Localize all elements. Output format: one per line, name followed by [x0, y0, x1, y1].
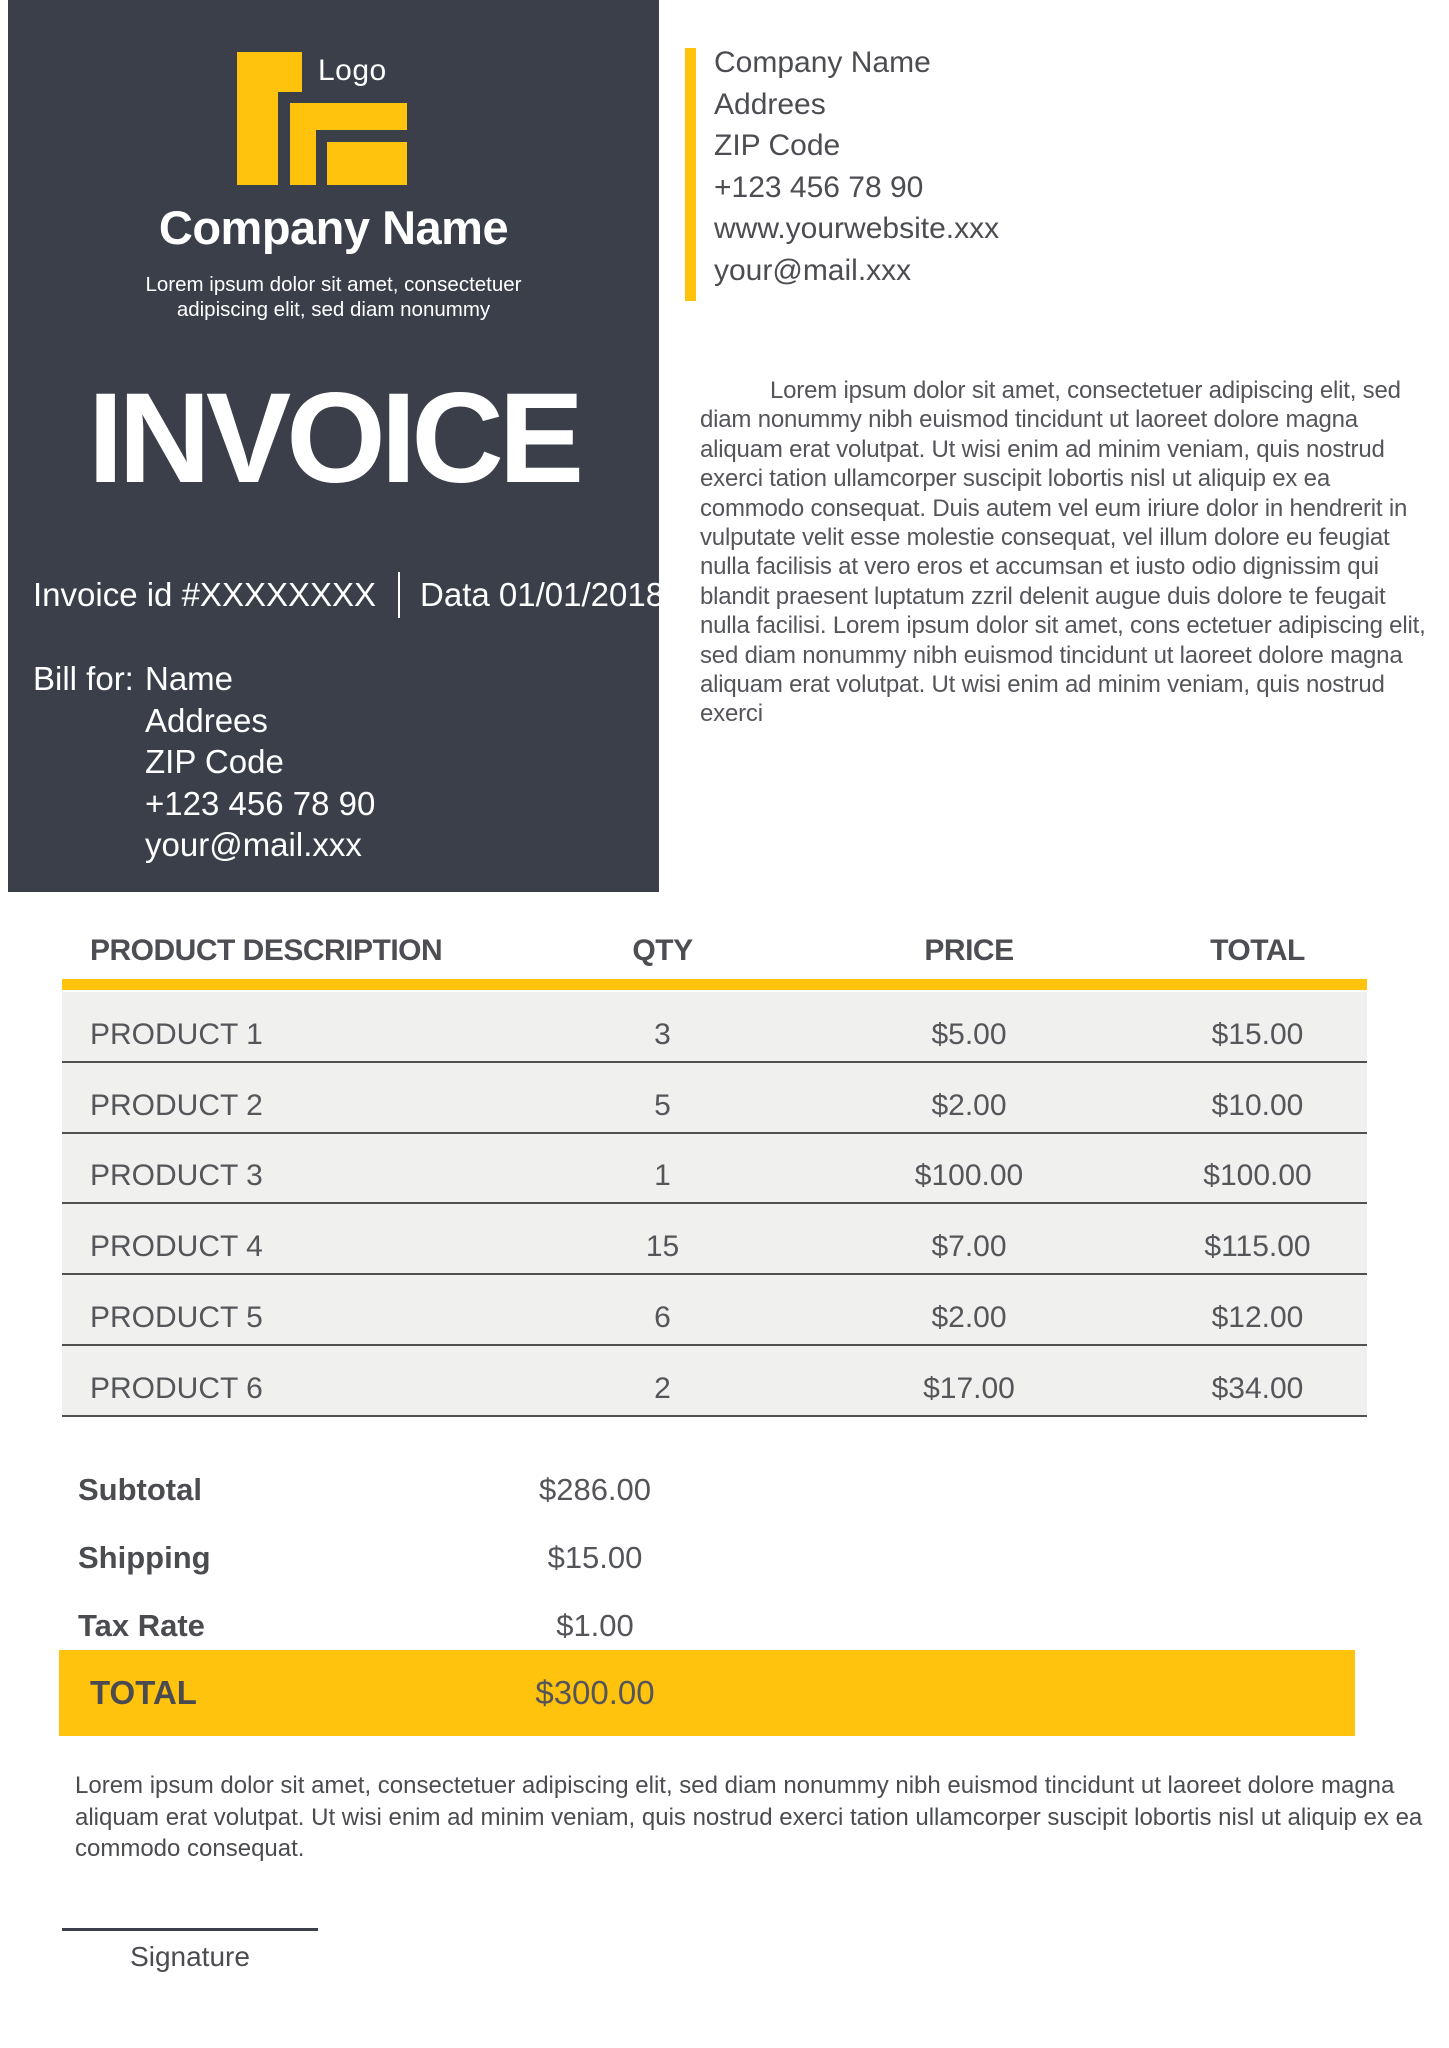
cell-price: $5.00	[931, 1017, 1007, 1051]
cell-total: $34.00	[1211, 1371, 1304, 1405]
table-row	[62, 1063, 1367, 1134]
company-info-line: Company Name	[714, 46, 931, 79]
bill-line: Addrees	[145, 701, 268, 739]
footer-note: Lorem ipsum dolor sit amet, consectetuer adipiscing elit, sed diam nonummy nibh euismod tincidunt ut laoreet dolore magna aliquam erat volutpat. Ut wisi enim ad minim veniam, quis nostrud exerci tation ullamcorper suscipit lobortis nisl ut aliquip ex ea commodo consequat.	[75, 1772, 1423, 1862]
cell-description: PRODUCT 4	[90, 1230, 263, 1264]
cell-description: PRODUCT 6	[90, 1371, 263, 1405]
bill-for-lines	[145, 658, 375, 866]
logo-shape-icon	[290, 103, 316, 185]
column-header-price: PRICE	[924, 934, 1014, 967]
logo-label: Logo	[318, 54, 387, 87]
table-body	[62, 992, 1367, 1417]
tax-value: $1.00	[556, 1608, 634, 1643]
tax-row	[78, 1608, 1358, 1646]
shipping-label: Shipping	[78, 1540, 211, 1575]
subtotal-row	[78, 1472, 1358, 1510]
cell-total: $115.00	[1204, 1230, 1311, 1264]
cell-price: $100.00	[914, 1159, 1024, 1193]
grand-total-bar	[59, 1650, 1355, 1736]
cell-total: $100.00	[1203, 1159, 1312, 1193]
table-row	[62, 1204, 1367, 1275]
cell-total: $15.00	[1211, 1017, 1304, 1051]
bill-for-label: Bill for:	[33, 660, 134, 697]
table-row	[62, 1134, 1367, 1205]
table-row	[62, 992, 1367, 1063]
company-name: Company Name	[158, 201, 509, 254]
table-header-rule	[62, 979, 1367, 990]
grand-total-label: TOTAL	[90, 1674, 197, 1711]
cell-description: PRODUCT 3	[90, 1159, 263, 1193]
cell-qty: 6	[654, 1301, 671, 1335]
shipping-value: $15.00	[547, 1540, 643, 1575]
bill-line: ZIP Code	[145, 743, 284, 780]
cell-description: PRODUCT 5	[90, 1301, 263, 1335]
invoice-title: INVOICE	[87, 367, 580, 510]
table-header	[62, 934, 1367, 968]
intro-paragraph: Lorem ipsum dolor sit amet, consectetuer adipiscing elit, sed diam nonummy nibh euismod tincidunt ut laoreet dolore magna aliquam erat volutpat. Ut wisi enim ad minim veniam, quis nostrud exerci tation ullamcorper suscipit lobortis nisl ut aliquip ex ea commodo consequat. Duis autem vel eum iriure dolor in hendrerit in vulputate velit esse molestie consequat, vel illum dolore eu feugiat nulla facilisis at vero eros et accumsan et iusto odio dignissim qui blandit praesent luptatum zzril delenit augue duis dolore te feugait nulla facilisi. Lorem ipsum dolor sit amet, cons ectetuer adipiscing elit, sed diam nonummy nibh euismod tincidunt ut laoreet dolore magna aliquam erat volutpat. Ut wisi enim ad minim veniam, quis nostrud exerci	[700, 377, 1426, 728]
cell-qty: 5	[654, 1088, 671, 1122]
company-tagline	[8, 272, 659, 322]
company-info-line: Addrees	[714, 87, 826, 121]
cell-total: $12.00	[1211, 1301, 1304, 1335]
table-row	[62, 1346, 1367, 1417]
cell-description: PRODUCT 1	[90, 1017, 263, 1051]
logo-shape-icon	[237, 52, 278, 185]
cell-qty: 1	[654, 1159, 671, 1193]
tagline-line: adipiscing elit, sed diam nonummy	[176, 298, 491, 321]
company-info-line: +123 456 78 90	[714, 170, 924, 204]
subtotal-value: $286.00	[538, 1472, 652, 1507]
company-info-block	[714, 42, 999, 291]
cell-price: $2.00	[931, 1301, 1007, 1335]
bill-line: Name	[145, 660, 234, 697]
cell-qty: 3	[654, 1017, 671, 1051]
table-row	[62, 1275, 1367, 1346]
column-header-description: PRODUCT DESCRIPTION	[90, 934, 443, 967]
logo-shape-icon	[327, 142, 407, 185]
cell-qty: 2	[654, 1371, 671, 1405]
company-info-line: your@mail.xxx	[714, 253, 912, 287]
company-info-line: ZIP Code	[714, 129, 841, 162]
accent-bar	[685, 48, 696, 301]
grand-total-value: $300.00	[535, 1674, 655, 1711]
column-header-total: TOTAL	[1210, 934, 1305, 967]
shipping-row	[78, 1540, 1358, 1578]
cell-price: $2.00	[931, 1088, 1007, 1122]
company-info-line: www.yourwebsite.xxx	[714, 212, 1000, 245]
cell-description: PRODUCT 2	[90, 1088, 263, 1122]
brand-panel	[8, 0, 665, 892]
tax-label: Tax Rate	[78, 1608, 205, 1643]
bill-line: your@mail.xxx	[145, 826, 362, 863]
signature-label: Signature	[130, 1941, 250, 1972]
invoice-meta	[33, 572, 664, 618]
cell-total: $10.00	[1211, 1088, 1304, 1122]
invoice-date: Data 01/01/2018	[420, 576, 665, 613]
subtotal-label: Subtotal	[78, 1472, 202, 1507]
bill-line: +123 456 78 90	[145, 784, 376, 822]
cell-price: $7.00	[931, 1230, 1007, 1264]
signature-block	[62, 1928, 318, 1973]
bill-for-block	[33, 658, 375, 866]
cell-price: $17.00	[923, 1371, 1015, 1405]
meta-divider	[398, 572, 400, 618]
signature-line	[62, 1928, 318, 1931]
cell-qty: 15	[645, 1230, 680, 1264]
invoice-id: Invoice id #XXXXXXXX	[33, 576, 377, 613]
column-header-qty: QTY	[632, 934, 693, 967]
tagline-line: Lorem ipsum dolor sit amet, consectetuer	[145, 273, 522, 296]
